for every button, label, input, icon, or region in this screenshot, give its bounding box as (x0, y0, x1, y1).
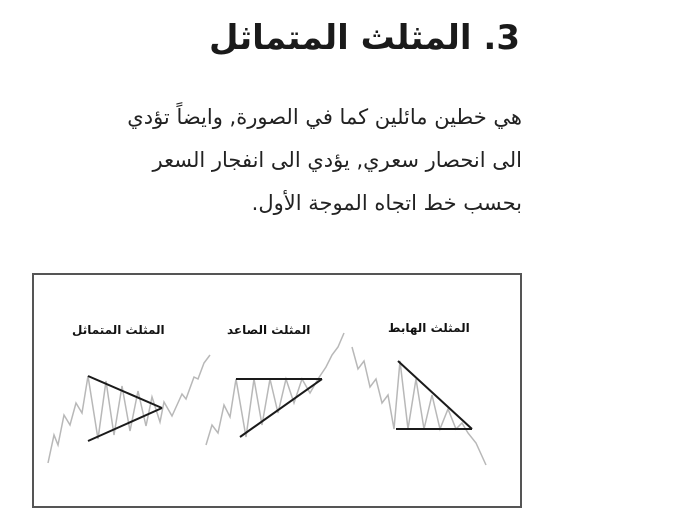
label-descending-triangle: المثلث الهابط (388, 321, 470, 335)
descending-price-line (352, 347, 486, 465)
paragraph-line-1: هي خطين مائلين كما في الصورة, وايضاً تؤدي (127, 105, 522, 129)
paragraph-line-3: بحسب خط اتجاه الموجة الأول. (251, 191, 522, 215)
paragraph-line-2: الى انحصار سعري, يؤدي الى انفجار السعر (152, 148, 522, 172)
symmetrical-price-line (48, 355, 210, 463)
label-ascending-triangle: المثلث الصاعد (227, 323, 311, 337)
triangle-patterns-drawing (34, 275, 520, 506)
label-symmetrical-triangle: المثلث المتماثل (72, 323, 165, 337)
page-title: 3. المثلث المتماثل (209, 18, 520, 58)
ascending-triangle-illustration (206, 333, 344, 445)
description-paragraph (22, 96, 522, 225)
symmetrical-lower-trendline (88, 408, 162, 441)
triangle-patterns-figure (32, 273, 522, 508)
ascending-price-line (206, 333, 344, 445)
descending-triangle-illustration (352, 347, 486, 465)
symmetrical-triangle-illustration (48, 355, 210, 463)
